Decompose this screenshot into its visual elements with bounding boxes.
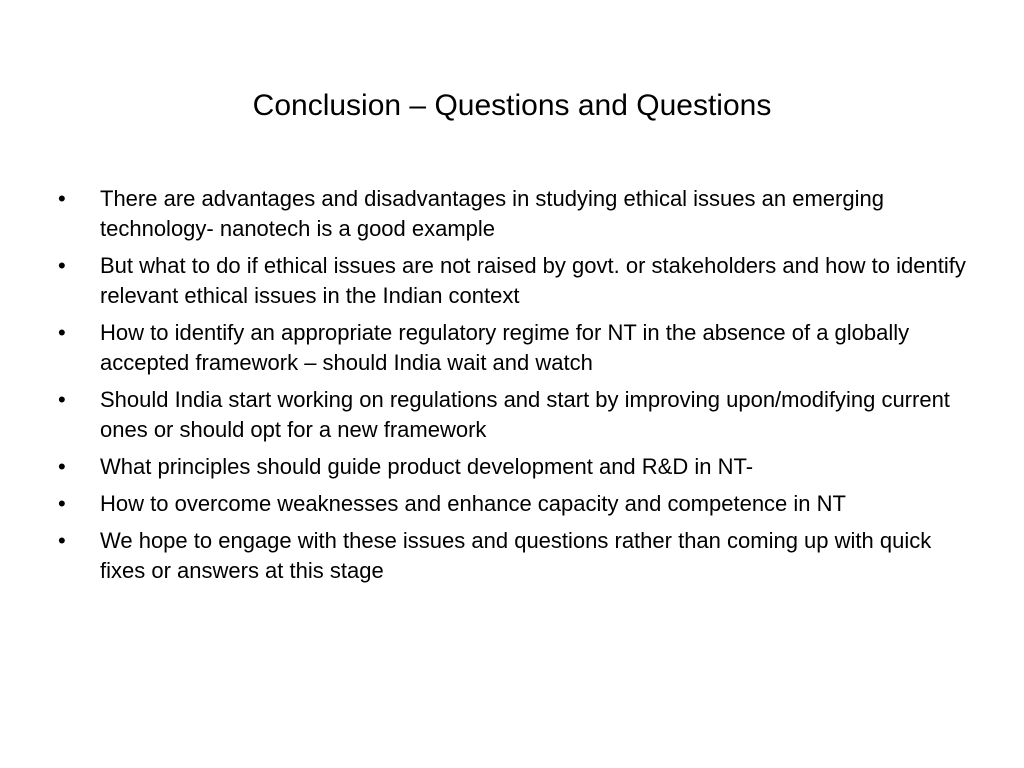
bullet-text: How to overcome weaknesses and enhance capacity and competence in NT xyxy=(100,491,846,516)
bullet-marker: • xyxy=(58,387,66,412)
bullet-item xyxy=(58,318,968,378)
bullet-marker: • xyxy=(58,454,66,479)
bullet-item xyxy=(58,526,968,586)
bullet-text: But what to do if ethical issues are not raised by govt. or stakeholders and how to identify relevant ethical issues in the Indian context xyxy=(100,253,966,308)
bullet-item xyxy=(58,452,968,482)
bullet-list xyxy=(58,184,968,593)
bullet-marker: • xyxy=(58,186,66,211)
bullet-text: How to identify an appropriate regulatory regime for NT in the absence of a globally accepted framework – should India wait and watch xyxy=(100,320,910,375)
bullet-text: There are advantages and disadvantages in studying ethical issues an emerging technology- nanotech is a good example xyxy=(100,186,884,241)
bullet-marker: • xyxy=(58,528,66,553)
bullet-marker: • xyxy=(58,320,66,345)
bullet-text: Should India start working on regulations and start by improving upon/modifying current ones or should opt for a new framework xyxy=(100,387,950,442)
bullet-item xyxy=(58,184,968,244)
bullet-marker: • xyxy=(58,253,66,278)
bullet-item xyxy=(58,251,968,311)
bullet-item xyxy=(58,489,968,519)
bullet-marker: • xyxy=(58,491,66,516)
bullet-text: What principles should guide product development and R&D in NT- xyxy=(100,454,754,479)
bullet-text: We hope to engage with these issues and questions rather than coming up with quick fixes or answers at this stage xyxy=(100,528,932,583)
bullet-item xyxy=(58,385,968,445)
slide-title: Conclusion – Questions and Questions xyxy=(252,89,772,122)
